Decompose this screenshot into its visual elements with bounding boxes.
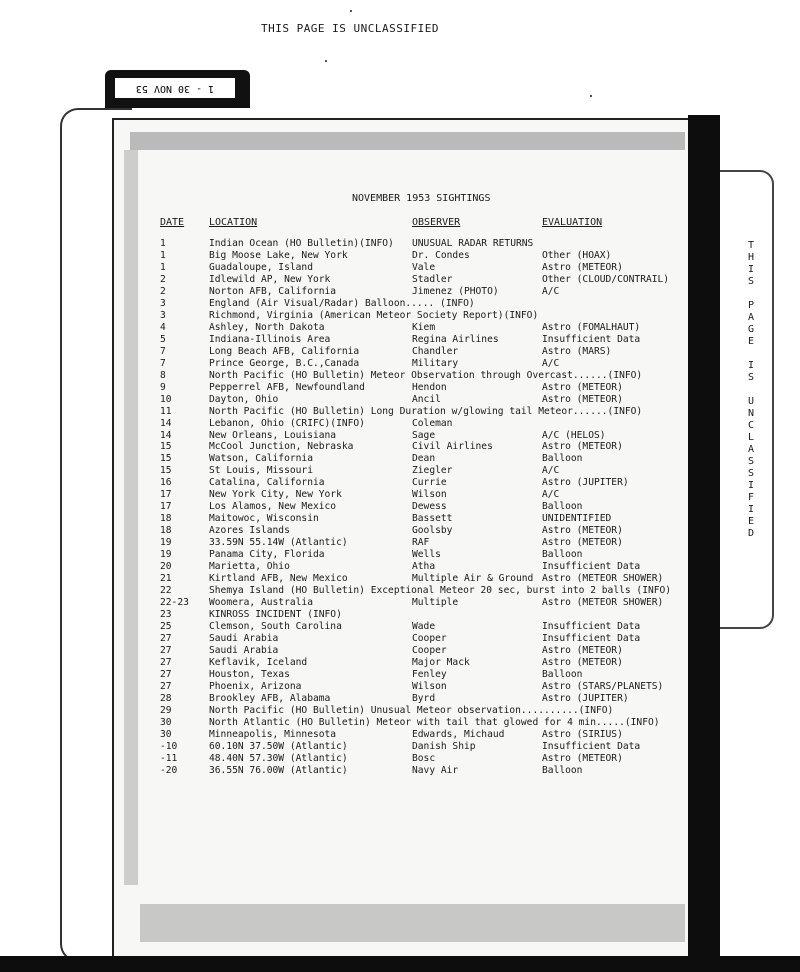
row-date: 28 [160, 692, 172, 704]
row-date: 1 [160, 261, 166, 273]
row-location: Maitowoc, Wisconsin [209, 513, 319, 525]
table-row [160, 477, 700, 489]
row-date: 22 [160, 585, 172, 597]
row-date: 2 [160, 273, 166, 285]
row-location: St Louis, Missouri [209, 465, 313, 477]
row-observer: Byrd [412, 692, 436, 704]
row-observer: RAF [412, 537, 430, 549]
row-date: 25 [160, 621, 172, 632]
row-location: Ashley, North Dakota [209, 321, 325, 333]
row-full-entry: Shemya Island (HO Bulletin) Exceptional Meteor 20 sec, burst into 2 balls (INFO) [209, 585, 672, 597]
row-evaluation: A/C [542, 357, 560, 369]
row-evaluation: A/C [542, 489, 560, 501]
table-row [160, 537, 700, 549]
row-observer: Major Mack [412, 656, 470, 668]
scan-border-bottom [0, 956, 800, 972]
table-row [160, 406, 700, 418]
row-location: Panama City, Florida [209, 549, 325, 561]
row-date: 27 [160, 668, 172, 680]
table-row [160, 633, 700, 645]
row-location: New York City, New York [209, 489, 342, 501]
table-row [160, 430, 700, 442]
table-row [160, 693, 700, 705]
table-row [160, 370, 700, 382]
table-row [160, 573, 700, 585]
column-header-evaluation: EVALUATION [542, 217, 603, 228]
row-location: Kirtland AFB, New Mexico [209, 573, 348, 585]
row-date: 21 [160, 573, 172, 585]
row-observer: Cooper [412, 632, 447, 644]
folder-tab [105, 70, 250, 108]
row-location: 48.40N 57.30W (Atlantic) [209, 752, 348, 764]
row-evaluation: Insufficient Data [542, 621, 641, 632]
table-row [160, 609, 700, 621]
table-row [160, 286, 700, 298]
row-evaluation: Insufficient Data [542, 632, 641, 644]
row-location: Woomera, Australia [209, 597, 313, 609]
row-evaluation: UNIDENTIFIED [542, 513, 612, 525]
row-date: 14 [160, 429, 172, 441]
row-evaluation: Astro (METEOR) [542, 644, 623, 656]
row-location: 36.55N 76.00W (Atlantic) [209, 764, 348, 776]
table-row [160, 250, 700, 262]
row-date: 7 [160, 357, 166, 369]
row-location: Clemson, South Carolina [209, 621, 342, 632]
row-observer: Military [412, 357, 459, 369]
row-date: 22-23 [160, 597, 189, 609]
row-observer: UNUSUAL RADAR RETURNS [412, 238, 534, 249]
row-location: Indian Ocean (HO Bulletin)(INFO) [209, 238, 394, 249]
row-date: 15 [160, 453, 172, 465]
table-row [160, 298, 700, 310]
row-evaluation: Balloon [542, 453, 583, 465]
row-observer: Wilson [412, 680, 447, 692]
row-observer: Danish Ship [412, 740, 476, 752]
row-date: 15 [160, 465, 172, 477]
row-date: 17 [160, 501, 172, 513]
row-location: Dayton, Ohio [209, 393, 279, 405]
row-evaluation: Insufficient Data [542, 333, 641, 345]
table-row [160, 489, 700, 501]
table-row [160, 310, 700, 322]
folder-tab-label: 1 - 30 NOV 53 [115, 78, 235, 98]
row-evaluation: Balloon [542, 764, 583, 776]
table-row [160, 513, 700, 525]
row-date: 14 [160, 417, 172, 429]
row-observer: Ancil [412, 393, 441, 405]
row-date: 1 [160, 238, 166, 249]
table-row [160, 645, 700, 657]
row-location: Prince George, B.C.,Canada [209, 357, 360, 369]
row-evaluation: Balloon [542, 668, 583, 680]
row-date: 15 [160, 441, 172, 453]
table-row [160, 501, 700, 513]
row-location: Los Alamos, New Mexico [209, 501, 337, 513]
row-date: 16 [160, 477, 172, 489]
row-observer: Dr. Condes [412, 249, 470, 261]
row-observer: Wade [412, 621, 436, 632]
row-date: 27 [160, 680, 172, 692]
row-date: 19 [160, 549, 172, 561]
table-row [160, 346, 700, 358]
row-location: McCool Junction, Nebraska [209, 441, 354, 453]
row-evaluation: Astro (METEOR) [542, 441, 623, 453]
column-header-date: DATE [160, 217, 185, 228]
table-row [160, 238, 700, 250]
row-location: Indiana-Illinois Area [209, 333, 331, 345]
row-evaluation: Balloon [542, 501, 583, 513]
row-evaluation: Astro (FOMALHAUT) [542, 321, 641, 333]
table-row [160, 441, 700, 453]
row-location: Houston, Texas [209, 668, 290, 680]
row-observer: Vale [412, 261, 436, 273]
row-date: 5 [160, 333, 166, 345]
row-date: 3 [160, 309, 166, 321]
row-date: 10 [160, 393, 172, 405]
row-evaluation: Insufficient Data [542, 561, 641, 573]
document-title: NOVEMBER 1953 SIGHTINGS [352, 193, 491, 204]
row-date: 20 [160, 561, 172, 573]
row-evaluation: Astro (METEOR) [542, 393, 623, 405]
row-location: KINROSS INCIDENT (INFO) [209, 609, 342, 621]
table-row [160, 322, 700, 334]
scan-speck [325, 60, 327, 62]
row-evaluation: Astro (METEOR) [542, 656, 623, 668]
row-date: 3 [160, 297, 166, 309]
row-date: 9 [160, 381, 166, 393]
table-row [160, 334, 700, 346]
row-observer: Jimenez (PHOTO) [412, 285, 499, 297]
row-evaluation: Astro (METEOR) [542, 752, 623, 764]
row-observer: Stadler [412, 273, 453, 285]
row-evaluation: Astro (JUPITER) [542, 477, 629, 489]
row-evaluation: Astro (METEOR) [542, 537, 623, 549]
row-evaluation: Astro (METEOR SHOWER) [542, 573, 664, 585]
row-observer: Hendon [412, 381, 447, 393]
row-observer: Fenley [412, 668, 447, 680]
row-date: 1 [160, 249, 166, 261]
row-date: -20 [160, 764, 178, 776]
row-observer: Bassett [412, 513, 453, 525]
row-location: Guadaloupe, Island [209, 261, 313, 273]
row-observer: Atha [412, 561, 436, 573]
row-full-entry: North Pacific (HO Bulletin) Long Duration w/glowing tail Meteor......(INFO) [209, 405, 643, 417]
page-shadow-left [124, 150, 138, 885]
row-location: 33.59N 55.14W (Atlantic) [209, 537, 348, 549]
row-observer: Multiple Air & Ground [412, 573, 534, 585]
table-row [160, 465, 700, 477]
row-observer: Dewess [412, 501, 447, 513]
table-row [160, 262, 700, 274]
row-location: Lebanon, Ohio (CRIFC)(INFO) [209, 417, 365, 429]
row-date: 27 [160, 644, 172, 656]
row-location: Brookley AFB, Alabama [209, 692, 331, 704]
row-observer: Bosc [412, 752, 436, 764]
row-observer: Goolsby [412, 525, 453, 537]
row-observer: Dean [412, 453, 436, 465]
row-location: Keflavik, Iceland [209, 656, 308, 668]
row-evaluation: Astro (SIRIUS) [542, 728, 623, 740]
table-row [160, 729, 700, 741]
table-row [160, 418, 700, 430]
table-row [160, 274, 700, 286]
row-evaluation: A/C [542, 285, 560, 297]
row-evaluation: Astro (METEOR) [542, 381, 623, 393]
row-full-entry: England (Air Visual/Radar) Balloon..... (INFO) [209, 297, 475, 309]
row-full-entry: North Pacific (HO Bulletin) Unusual Meteor observation..........(INFO) [209, 704, 614, 716]
row-observer: Regina Airlines [412, 333, 499, 345]
column-header-observer: OBSERVER [412, 217, 461, 228]
row-date: 2 [160, 285, 166, 297]
row-date: 29 [160, 704, 172, 716]
table-row [160, 753, 700, 765]
column-header-location: LOCATION [209, 217, 258, 228]
row-location: Azores Islands [209, 525, 290, 537]
row-date: -10 [160, 740, 178, 752]
row-date: 27 [160, 632, 172, 644]
row-evaluation: Astro (METEOR) [542, 261, 623, 273]
table-row [160, 621, 700, 633]
row-observer: Sage [412, 429, 436, 441]
row-location: Long Beach AFB, California [209, 345, 360, 357]
table-row [160, 549, 700, 561]
row-location: Idlewild AP, New York [209, 273, 331, 285]
row-evaluation: Insufficient Data [542, 740, 641, 752]
row-date: 18 [160, 513, 172, 525]
row-location: New Orleans, Louisiana [209, 429, 337, 441]
table-row [160, 525, 700, 537]
side-classification-stamp: T H I S P A G E I S U N C L A S S I F I E D [747, 240, 755, 539]
row-observer: Multiple [412, 597, 459, 609]
row-location: Saudi Arabia [209, 632, 279, 644]
row-date: 11 [160, 405, 172, 417]
row-full-entry: Richmond, Virginia (American Meteor Society Report)(INFO) [209, 309, 539, 321]
table-row [160, 717, 700, 729]
table-row [160, 657, 700, 669]
row-observer: Currie [412, 477, 447, 489]
page-shadow-bottom [140, 904, 685, 942]
row-full-entry: North Pacific (HO Bulletin) Meteor Observation through Overcast......(INFO) [209, 369, 643, 381]
row-date: 4 [160, 321, 166, 333]
row-observer: Navy Air [412, 764, 459, 776]
table-row [160, 669, 700, 681]
row-observer: Wells [412, 549, 441, 561]
classification-header: THIS PAGE IS UNCLASSIFIED [260, 22, 440, 35]
row-date: 23 [160, 609, 172, 621]
page-shadow-top [130, 132, 685, 150]
row-date: 30 [160, 716, 172, 728]
row-location: Norton AFB, California [209, 285, 337, 297]
row-evaluation: Other (CLOUD/CONTRAIL) [542, 273, 670, 285]
row-date: 17 [160, 489, 172, 501]
row-location: Big Moose Lake, New York [209, 249, 348, 261]
row-date: 30 [160, 728, 172, 740]
row-evaluation: Astro (MARS) [542, 345, 612, 357]
row-location: Saudi Arabia [209, 644, 279, 656]
row-evaluation: Astro (METEOR SHOWER) [542, 597, 664, 609]
row-date: 8 [160, 369, 166, 381]
row-evaluation: A/C [542, 465, 560, 477]
row-date: -11 [160, 752, 178, 764]
row-evaluation: Balloon [542, 549, 583, 561]
row-evaluation: Other (HOAX) [542, 249, 612, 261]
table-row [160, 597, 700, 609]
table-row [160, 394, 700, 406]
row-evaluation: Astro (JUPITER) [542, 692, 629, 704]
row-location: Phoenix, Arizona [209, 680, 302, 692]
table-row [160, 765, 700, 777]
table-row [160, 741, 700, 753]
row-location: Catalina, California [209, 477, 325, 489]
row-location: Marietta, Ohio [209, 561, 290, 573]
row-date: 7 [160, 345, 166, 357]
row-location: 60.10N 37.50W (Atlantic) [209, 740, 348, 752]
row-observer: Ziegler [412, 465, 453, 477]
table-row [160, 561, 700, 573]
row-location: Minneapolis, Minnesota [209, 728, 337, 740]
scan-speck [350, 10, 352, 12]
scan-speck [590, 95, 592, 97]
row-location: Watson, California [209, 453, 313, 465]
row-observer: Kiem [412, 321, 436, 333]
row-date: 18 [160, 525, 172, 537]
table-row [160, 358, 700, 370]
row-observer: Wilson [412, 489, 447, 501]
table-row [160, 382, 700, 394]
row-date: 27 [160, 656, 172, 668]
row-full-entry: North Atlantic (HO Bulletin) Meteor with tail that glowed for 4 min.....(INFO) [209, 716, 660, 728]
row-observer: Cooper [412, 644, 447, 656]
row-observer: Chandler [412, 345, 459, 357]
row-location: Pepperrel AFB, Newfoundland [209, 381, 365, 393]
row-observer: Civil Airlines [412, 441, 493, 453]
row-observer: Coleman [412, 417, 453, 429]
table-row [160, 585, 700, 597]
row-evaluation: Astro (STARS/PLANETS) [542, 680, 664, 692]
row-date: 19 [160, 537, 172, 549]
row-evaluation: A/C (HELOS) [542, 429, 606, 441]
table-row [160, 705, 700, 717]
row-observer: Edwards, Michaud [412, 728, 505, 740]
sightings-table [160, 238, 700, 777]
row-evaluation: Astro (METEOR) [542, 525, 623, 537]
table-row [160, 453, 700, 465]
table-row [160, 681, 700, 693]
